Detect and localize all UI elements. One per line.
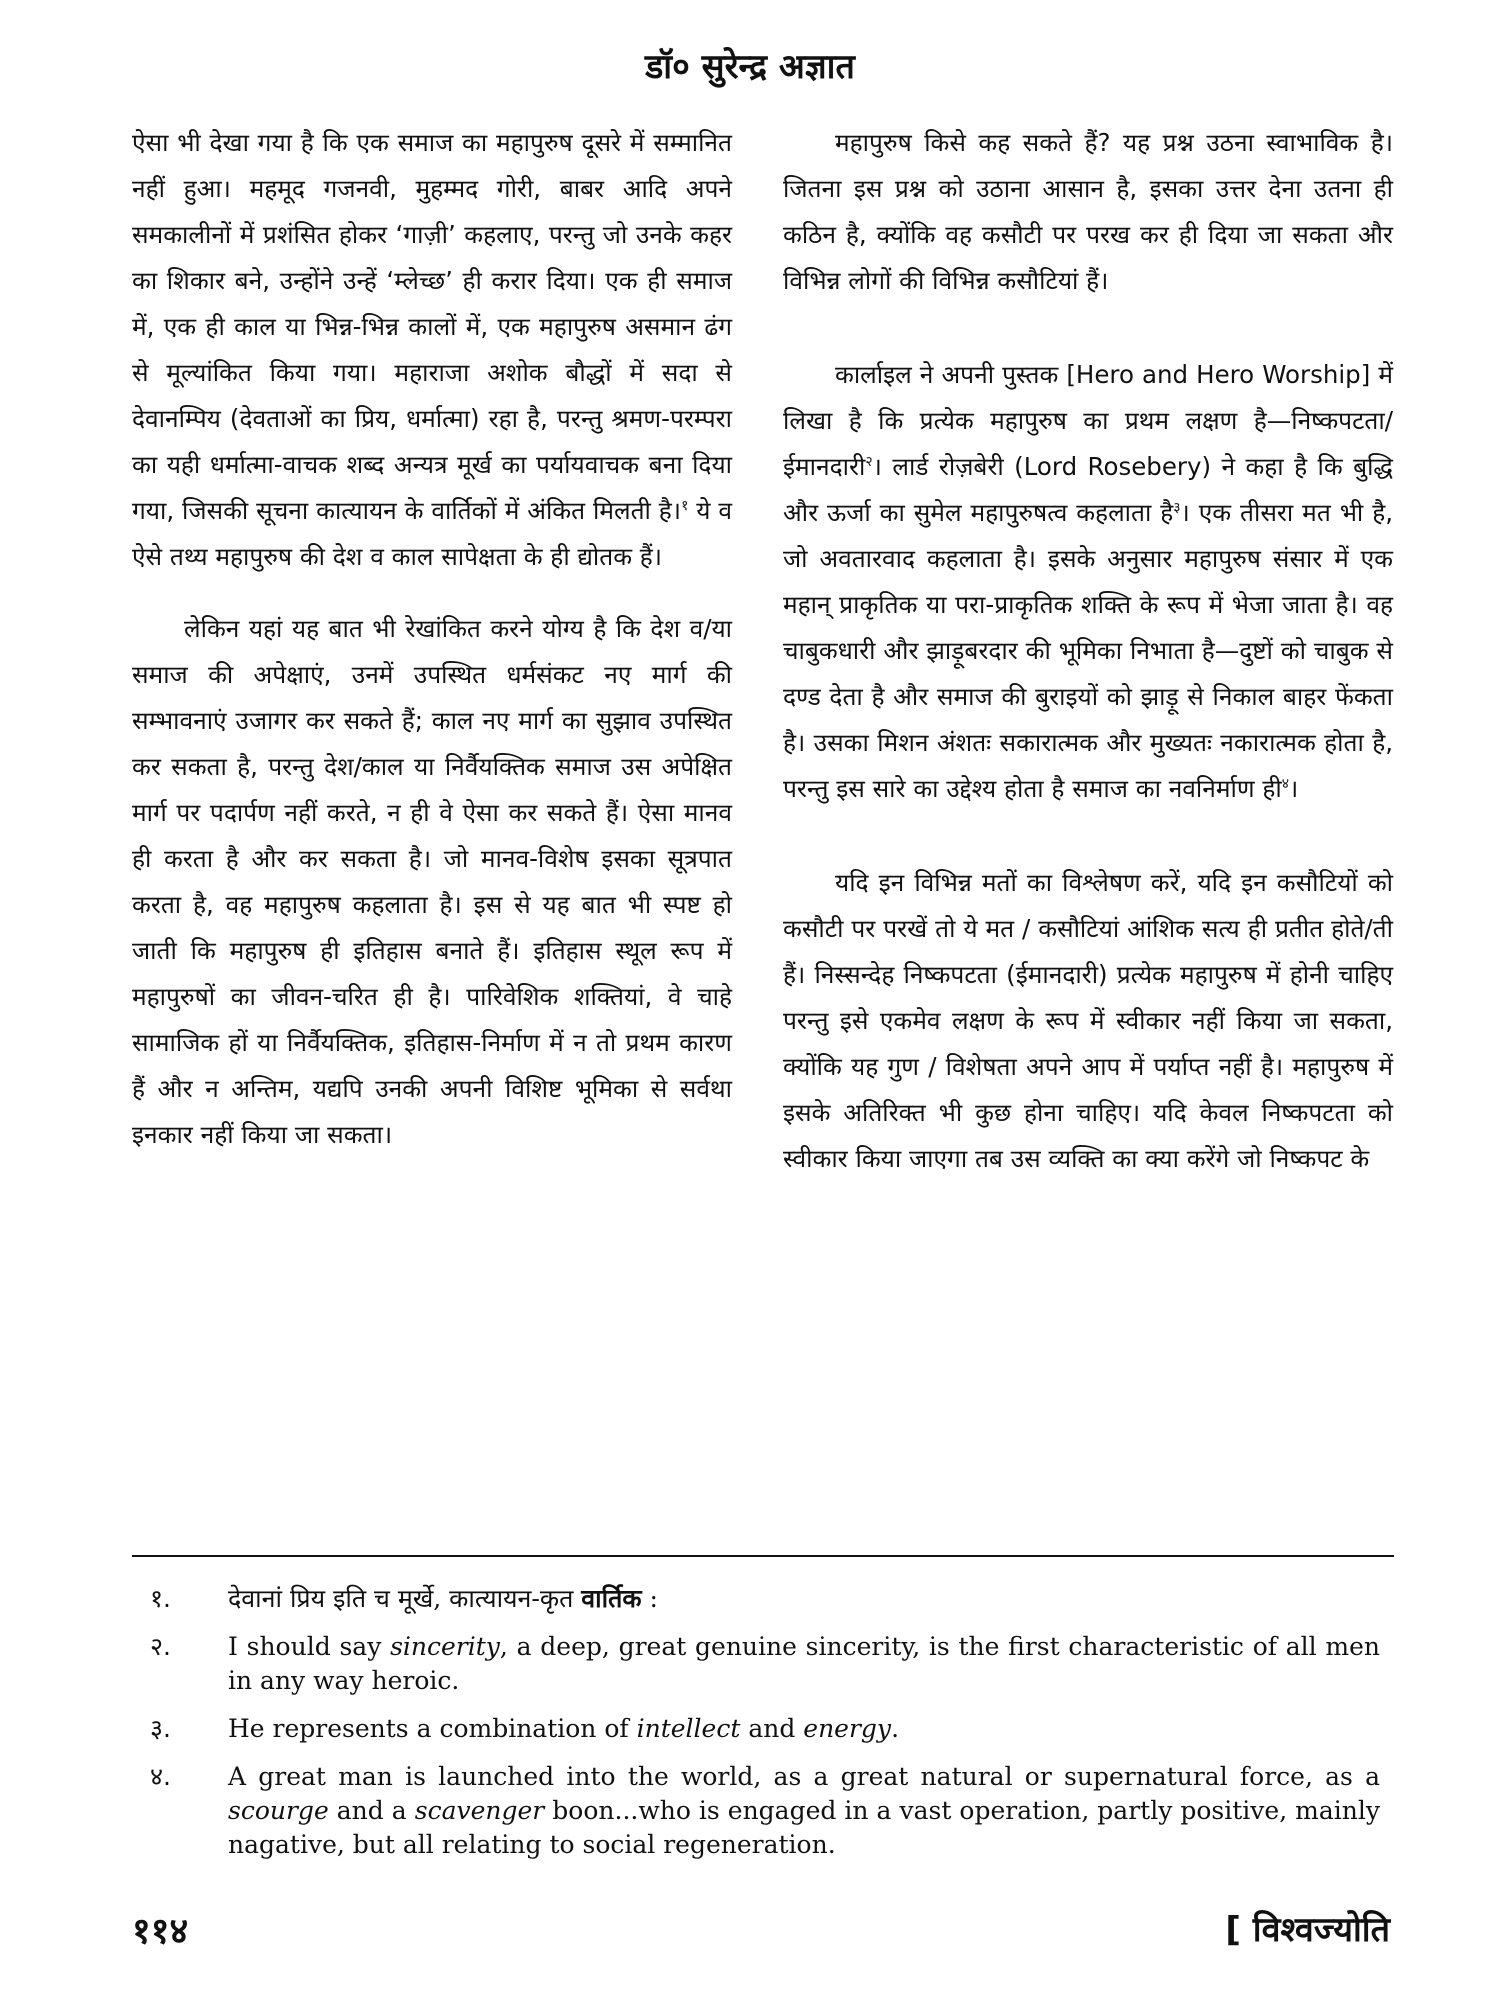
- footnote-ref-4[interactable]: ४: [1281, 775, 1289, 792]
- footnote-text-italic: energy: [803, 1714, 892, 1743]
- page-number: ११४: [132, 1911, 189, 1952]
- right-paragraph-1: महापुरुष किसे कह सकते हैं? यह प्रश्न उठना स्वाभाविक है। जितना इस प्रश्न को उठाना आसान है, इसका उत्तर देना उतना ही कठिन है, क्योंकि वह कसौटी पर परख कर ही दिया जा सकता और विभिन्न लोगों की विभिन्न कसौटियां हैं।: [783, 128, 1393, 295]
- footnote-item: [150, 1630, 1380, 1698]
- footnote-text-italic: intellect: [636, 1714, 741, 1743]
- right-column: [783, 120, 1393, 1182]
- footnote-item: [150, 1712, 1380, 1746]
- footnote-number: ४.: [150, 1762, 171, 1791]
- left-column: [132, 120, 732, 1158]
- journal-title: [ विश्वज्योति: [1225, 1910, 1390, 1950]
- footnote-text-part: boon...who is engaged in a vast operation, partly positive, mainly nagative, but all relating to social regeneration.: [228, 1796, 1380, 1859]
- footnote-item: [150, 1582, 1380, 1616]
- footnote-number: १.: [150, 1584, 171, 1613]
- footnote-divider: [132, 1555, 1394, 1557]
- right-paragraph-2-text-a: कार्लाइल ने अपनी पुस्तक [Hero and Hero Worship] में लिखा है कि प्रत्येक महापुरुष का प्रथम लक्षण है—निष्कपटता/ईमानदारी: [783, 360, 1393, 481]
- right-paragraph-3: यदि इन विभिन्न मतों का विश्लेषण करें, यदि इन कसौटियों को कसौटी पर परखें तो ये मत / कसौटियां आंशिक सत्य ही प्रतीत होते/ती हैं। निस्सन्देह निष्कपटता (ईमानदारी) प्रत्येक महापुरुष में होनी चाहिए परन्तु इसे एकमेव लक्षण के रूप में स्वीकार नहीं किया जा सकता, क्योंकि यह गुण / विशेषता अपने आप में पर्याप्त नहीं है। महापुरुष में इसके अतिरिक्त भी कुछ होना चाहिए। यदि केवल निष्कपटता को स्वीकार किया जाएगा तब उस व्यक्ति का क्या करेंगे जो निष्कपट के: [783, 868, 1393, 1173]
- footnote-text-part: He represents a combination of: [228, 1714, 637, 1743]
- footnotes: [150, 1582, 1380, 1876]
- right-paragraph-2-text-c: । एक तीसरा मत भी है, जो अवतारवाद कहलाता है। इसके अनुसार महापुरुष संसार में एक महान् प्राकृतिक या परा-प्राकृतिक शक्ति के रूप में भेजा जाता है। वह चाबुकधारी और झाड़ूबरदार की भूमिका निभाता है—दुष्टों को चाबुक से दण्ड देता है और समाज की बुराइयों को झाड़ू से निकाल बाहर फेंकता है। उसका मिशन अंशतः सकारात्मक और मुख्यतः नकारात्मक होता है, परन्तु इस सारे का उद्देश्य होता है समाज का नवनिर्माण ही: [783, 498, 1393, 803]
- footnote-ref-2[interactable]: २: [865, 453, 873, 470]
- footnote-text-part: and a: [328, 1796, 415, 1825]
- footnote-ref-3[interactable]: ३: [1173, 499, 1181, 516]
- footnote-text-part: .: [891, 1714, 900, 1743]
- page-header-author: डॉ० सुरेन्द्र अज्ञात: [645, 47, 855, 87]
- footnote-text: [228, 1582, 1380, 1616]
- footnote-text: [228, 1760, 1380, 1862]
- right-paragraph-2: [783, 352, 1393, 812]
- footnote-number: ३.: [150, 1714, 171, 1743]
- footnote-text-part: I should say: [228, 1632, 391, 1661]
- footnote-text-part: , a deep, great genuine sincerity, is the first characteristic of all men in any way heroic.: [228, 1632, 1380, 1695]
- left-paragraph-1: [132, 120, 732, 580]
- right-paragraph-2-text-b: । लार्ड रोज़बेरी (Lord Rosebery) ने कहा है कि बुद्धि और ऊर्जा का सुमेल महापुरुषत्व कहलाता है: [783, 452, 1393, 527]
- footnote-number: २.: [150, 1632, 171, 1661]
- footnote-text-italic: scavenger: [414, 1796, 545, 1825]
- footnote-text-bold: वार्तिक: [581, 1584, 642, 1613]
- footnote-text-part: and: [740, 1714, 804, 1743]
- footnote-text-part: देवानां प्रिय इति च मूर्खे, कात्यायन-कृत: [228, 1584, 582, 1613]
- left-paragraph-2: लेकिन यहां यह बात भी रेखांकित करने योग्य है कि देश व/या समाज की अपेक्षाएं, उनमें उपस्थित धर्मसंकट नए मार्ग की सम्भावनाएं उजागर कर सकते हैं; काल नए मार्ग का सुझाव उपस्थित कर सकता है, परन्तु देश/काल या निर्वैयक्तिक समाज उस अपेक्षित मार्ग पर पदार्पण नहीं करते, न ही वे ऐसा कर सकते हैं। ऐसा मानव ही करता है और कर सकता है। जो मानव-विशेष इसका सूत्रपात करता है, वह महापुरुष कहलाता है। इस से यह बात भी स्पष्ट हो जाती कि महापुरुष ही इतिहास बनाते हैं। इतिहास स्थूल रूप में महापुरुषों का जीवन-चरित ही है। पारिवेशिक शक्तियां, वे चाहे सामाजिक हों या निर्वैयक्तिक, इतिहास-निर्माण में न तो प्रथम कारण हैं और न अन्तिम, यद्यपि उनकी अपनी विशिष्ट भूमिका से सर्वथा इनकार नहीं किया जा सकता।: [132, 614, 732, 1149]
- footnote-text: [228, 1712, 1380, 1746]
- footnote-text-part: :: [641, 1584, 658, 1613]
- footnote-text-italic: sincerity: [390, 1632, 500, 1661]
- left-paragraph-1-end: ये व ऐसे तथ्य महापुरुष की देश व काल सापेक्षता के ही द्योतक हैं।: [132, 496, 732, 571]
- right-paragraph-2-end: ।: [1289, 774, 1299, 803]
- footnote-text-part: A great man is launched into the world, as a great natural or supernatural force, as a: [228, 1762, 1380, 1791]
- footnote-text-italic: scourge: [228, 1796, 329, 1825]
- footnote-ref-1[interactable]: १: [681, 497, 689, 514]
- left-paragraph-1-text: ऐसा भी देखा गया है कि एक समाज का महापुरुष दूसरे में सम्मानित नहीं हुआ। महमूद गजनवी, मुहम्मद गोरी, बाबर आदि अपने समकालीनों में प्रशंसित होकर ‘गाज़ी’ कहलाए, परन्तु जो उनके कहर का शिकार बने, उन्होंने उन्हें ‘म्लेच्छ’ ही करार दिया। एक ही समाज में, एक ही काल या भिन्न-भिन्न कालों में, एक महापुरुष असमान ढंग से मूल्यांकित किया गया। महाराजा अशोक बौद्धों में सदा से देवानम्पिय (देवताओं का प्रिय, धर्मात्मा) रहा है, परन्तु श्रमण-परम्परा का यही धर्मात्मा-वाचक शब्द अन्यत्र मूर्ख का पर्यायवाचक बना दिया गया, जिसकी सूचना कात्यायन के वार्तिकों में अंकित मिलती है।: [132, 128, 732, 525]
- footnote-text: [228, 1630, 1380, 1698]
- footnote-item: [150, 1760, 1380, 1862]
